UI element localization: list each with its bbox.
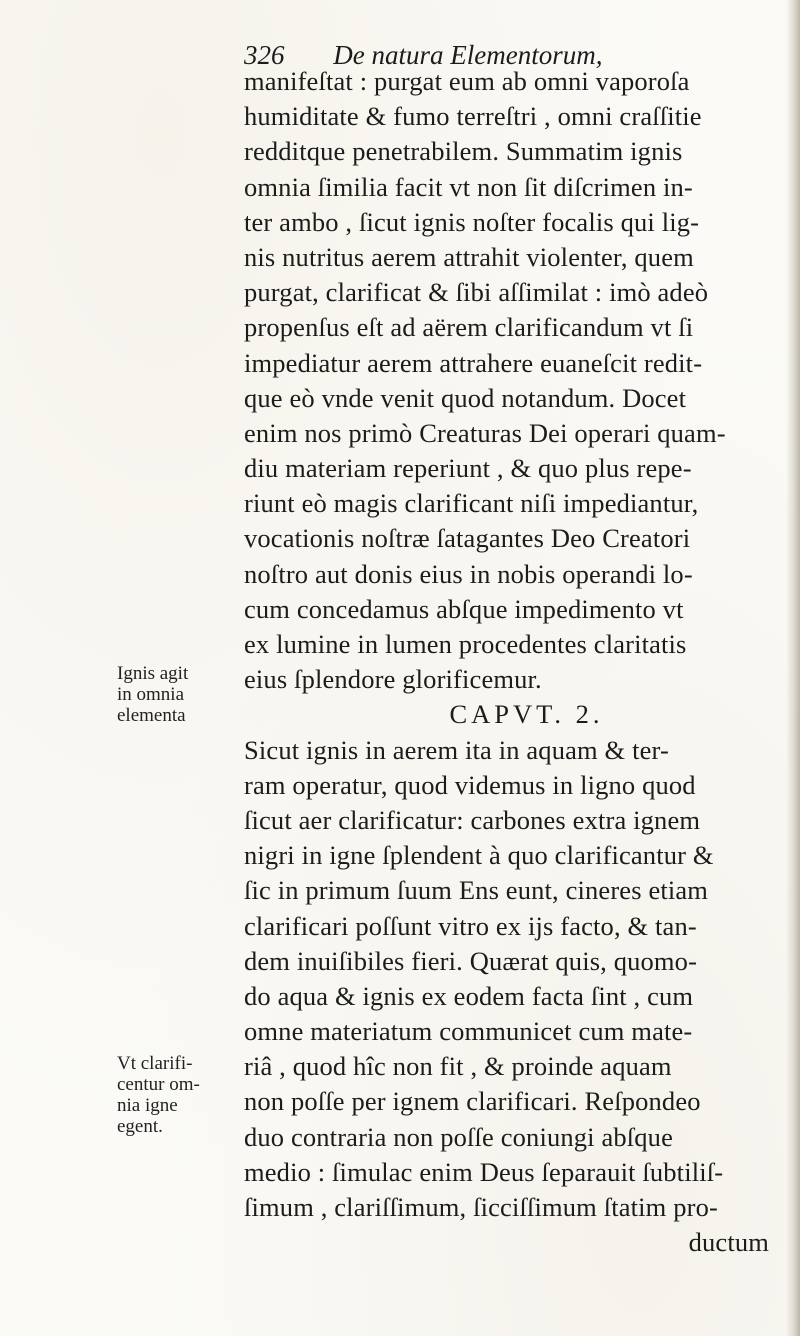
text-line: redditque penetrabilem. Summatim ignis [244, 136, 683, 167]
text-line: Sicut ignis in aerem ita in aquam & ter- [244, 734, 669, 765]
text-line: manifeſtat : purgat eum ab omni vaporoſa [244, 66, 690, 96]
text-line: purgat, clarificat & ſibi aſſimilat : imò adeò [244, 277, 709, 308]
text-line: impediatur aerem attrahere euaneſcit redit- [244, 347, 703, 378]
text-line: omne materiatum communicet cum mate- [244, 1016, 693, 1047]
text-line: diu materiam reperiunt , & quo plus repe- [244, 453, 692, 484]
margin-note-line: Vt clarifi- [117, 1053, 193, 1074]
text-line: do aqua & ignis ex eodem facta ſint , cum [244, 980, 694, 1011]
text-line: ſicut aer clarificatur: carbones extra ignem [244, 804, 701, 835]
text-line: nigri in igne ſplendent à quo clarificantur & [244, 840, 714, 871]
margin-note-line: elementa [117, 705, 186, 726]
text-line: riâ , quod hîc non fit , & proinde aquam [244, 1051, 672, 1082]
margin-note-line: in omnia [117, 684, 185, 705]
page-number: 326 [244, 40, 285, 70]
text-line: enim nos primò Creaturas Dei operari quam- [244, 417, 726, 448]
text-line: que eò vnde venit quod notandum. Docet [244, 382, 687, 413]
text-line: ſic in primum ſuum Ens eunt, cineres etiam [244, 875, 709, 906]
text-line: omnia ſimilia facit vt non ſit diſcrimen in- [244, 171, 693, 202]
text-line: vocationis noſtræ ſatagantes Deo Creatori [244, 523, 691, 554]
running-title: De natura Elementorum, [333, 40, 603, 70]
margin-note-clarificentur [117, 1053, 247, 1137]
text-line: ter ambo , ſicut ignis noſter focalis qui lig- [244, 206, 700, 237]
text-line: riunt eò magis clarificant niſi impediantur, [244, 488, 699, 519]
margin-note-line: egent. [117, 1116, 163, 1137]
text-line: cum concedamus abſque impedimento vt [244, 593, 684, 624]
text-line: ram operatur, quod videmus in ligno quod [244, 769, 696, 800]
text-line: noſtro aut donis eius in nobis operandi lo- [244, 558, 693, 589]
margin-note-ignis [117, 663, 247, 726]
text-line: duo contraria non poſſe coniungi abſque [244, 1121, 673, 1152]
text-line: nis nutritus aerem attrahit violenter, quem [244, 241, 694, 272]
body-text [244, 64, 769, 1260]
catchword: ductum [688, 1227, 769, 1258]
chapter-heading: CAPVT. 2. [449, 699, 604, 730]
text-line: ſimum , clariſſimum, ſicciſſimum ſtatim pro- [244, 1192, 718, 1222]
margin-note-line: nia igne [117, 1095, 178, 1116]
margin-note-line: centur om- [117, 1074, 200, 1095]
margin-note-line: Ignis agit [117, 663, 189, 684]
text-line: medio : ſimulac enim Deus ſeparauit ſubtiliſ- [244, 1156, 724, 1187]
text-line: dem inuiſibiles fieri. Quærat quis, quomo- [244, 945, 698, 976]
text-line: clarificari poſſunt vitro ex ijs facto, & tan- [244, 910, 697, 941]
text-line: ex lumine in lumen procedentes claritatis [244, 629, 687, 659]
text-line: eius ſplendore glorificemur. [244, 664, 542, 695]
text-line: propenſus eſt ad aërem clarificandum vt ſi [244, 312, 694, 343]
text-line: humiditate & fumo terreſtri , omni craſſitie [244, 101, 702, 132]
page-edge-shadow [786, 0, 800, 1336]
text-line: non poſſe per ignem clarificari. Reſpondeo [244, 1086, 701, 1117]
